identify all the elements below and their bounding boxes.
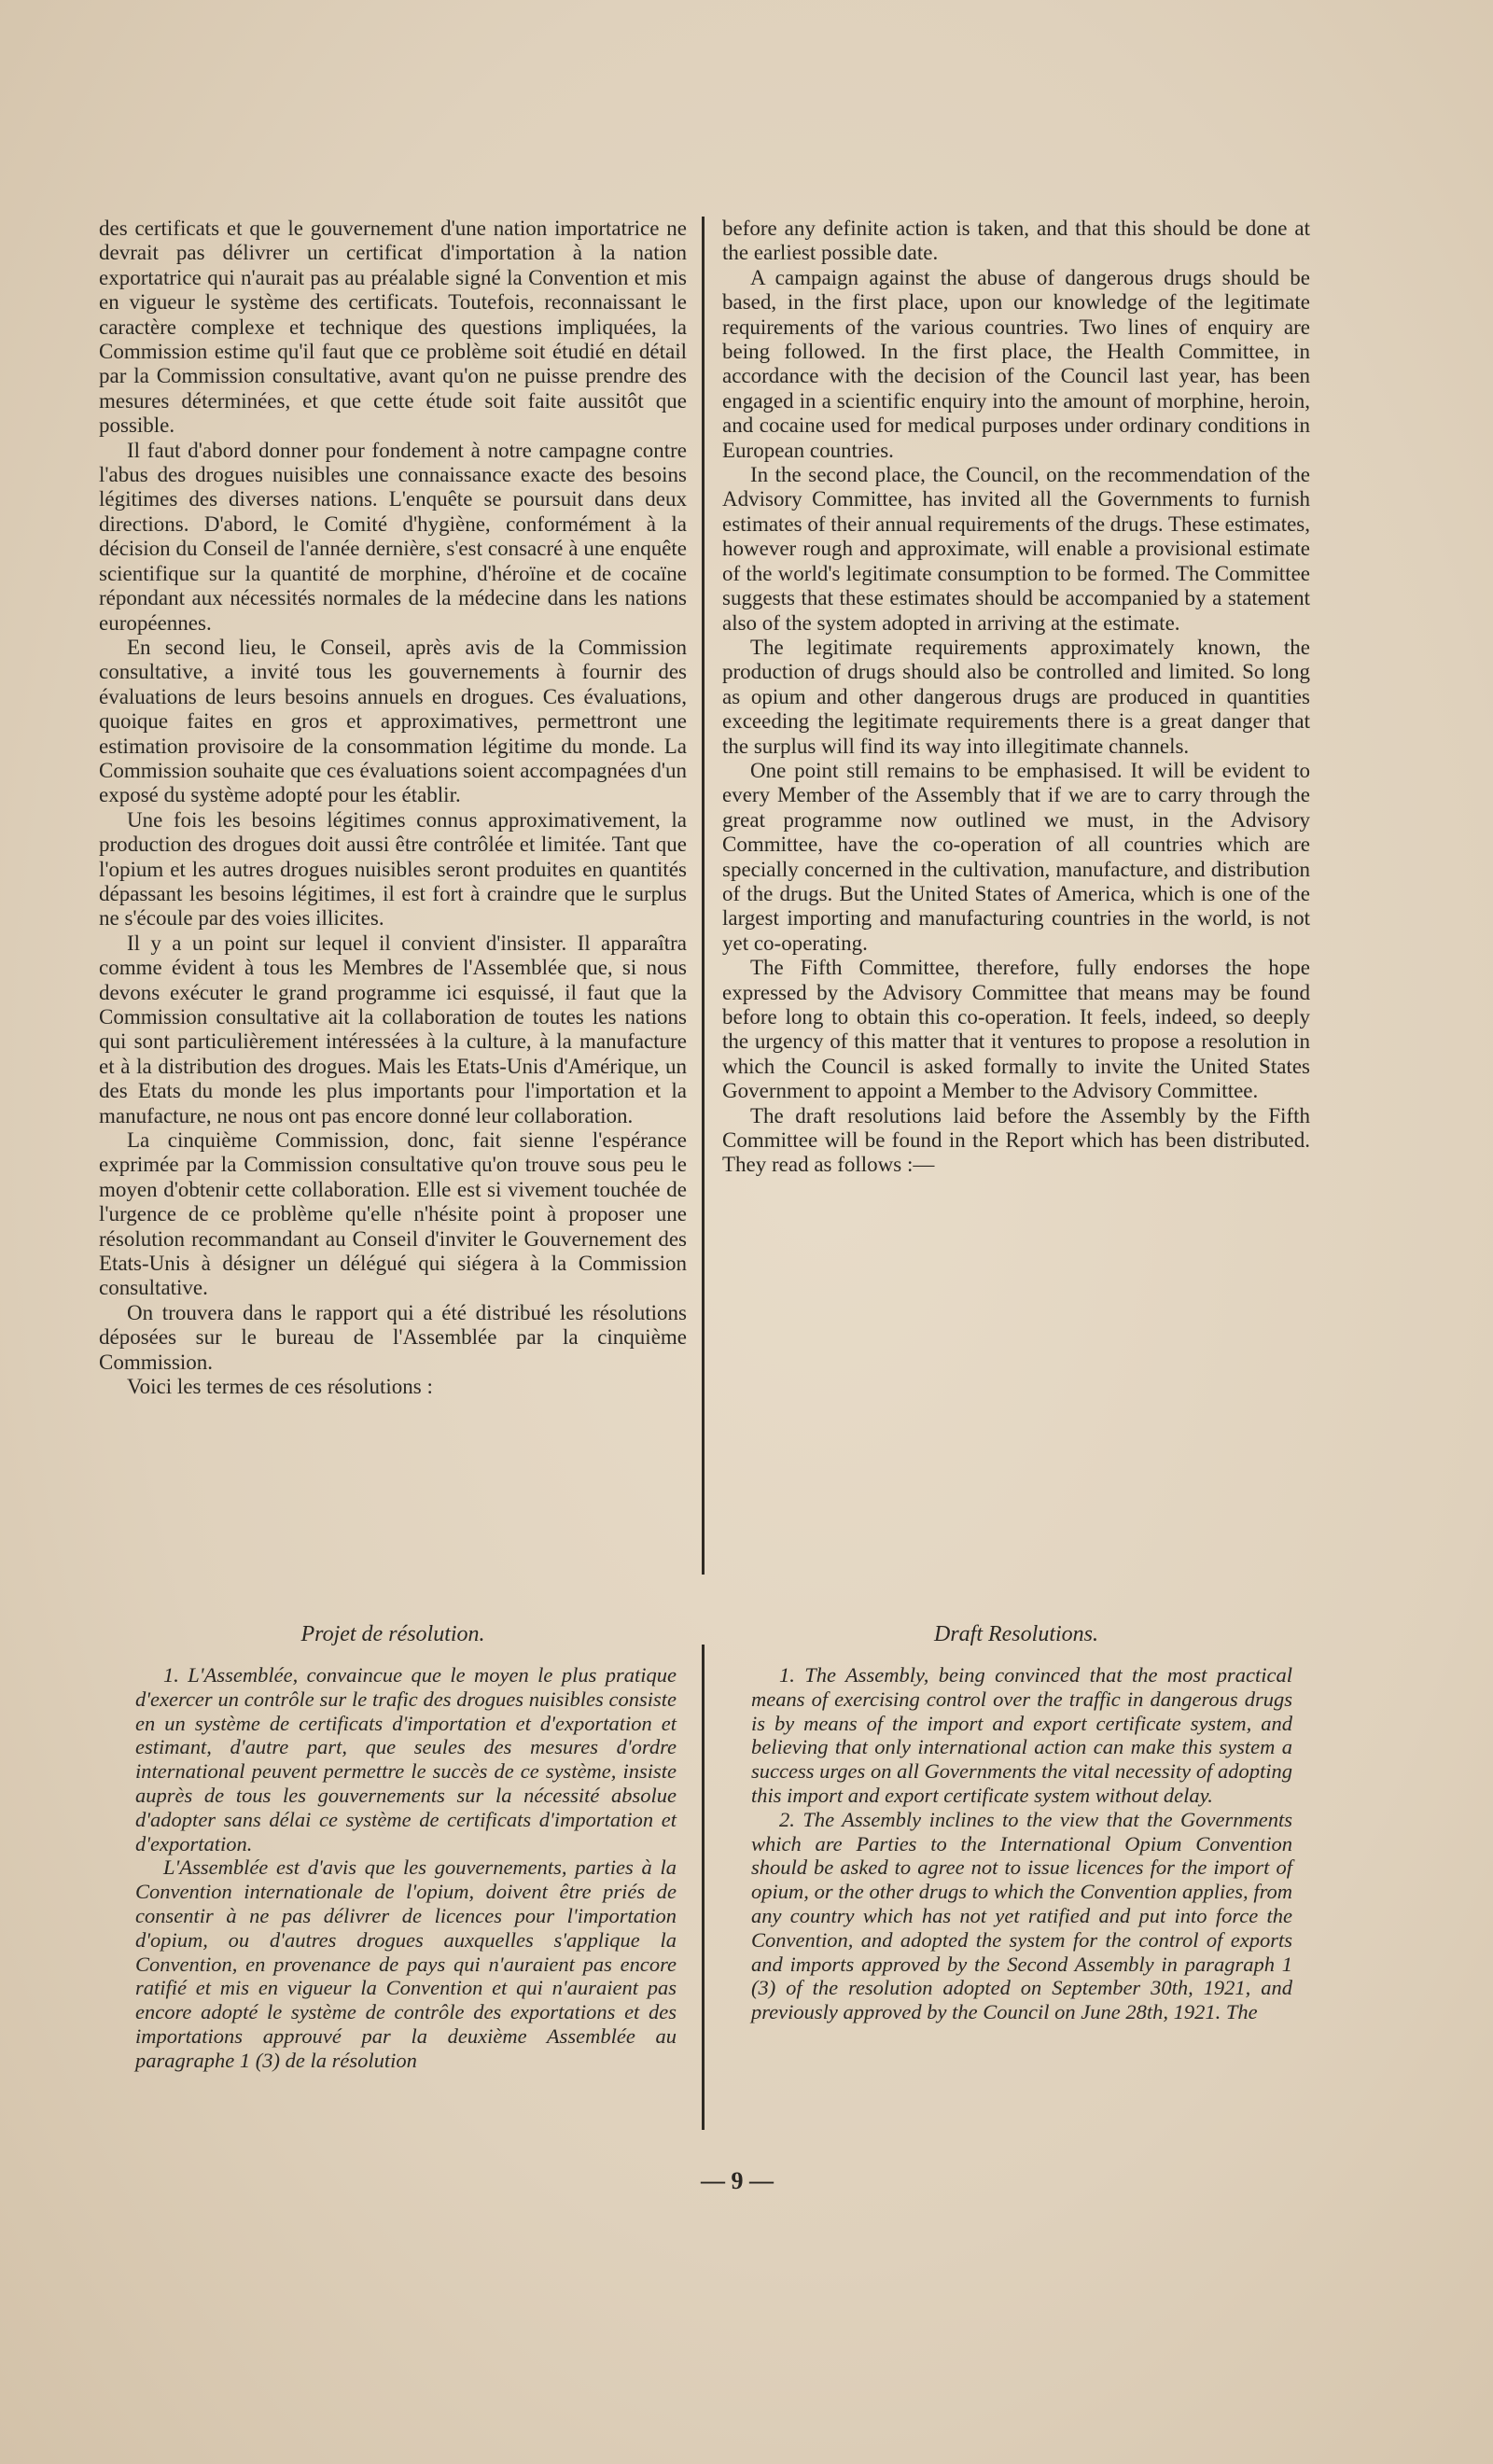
column-divider [702,217,705,1575]
french-resolution-paragraph: 1. L'Assemblée, convaincue que le moyen le plus pratique d'exercer un contrôle sur le trafic des drogues nuisibles consiste en un système de certificats d'importation et d'exportation et estimant, d'autre part, que seules des mesures d'ordre international peuvent permettre le succès de ce système, insiste auprès de tous les gouvernements sur la nécessité absolue d'adopter sans délai ce système de certificats d'importation et d'exportation. [135,1663,677,1855]
french-paragraph: des certificats et que le gouvernement d'une nation importatrice ne devrait pas délivrer un certificat d'importation à la nation exportatrice qui n'aurait pas au préalable signé la Convention et mis en vigueur le système des certificats. Toutefois, reconnaissant le caractère complexe et technique des questions impliquées, la Commission estime qu'il faut que ce problème soit étudié en détail par la Commission consultative, avant qu'on ne puisse prendre des mesures déterminées, et que cette étude soit faite aussitôt que possible. [99,217,687,438]
english-paragraph: In the second place, the Council, on the recommendation of the Advisory Committee, has invited all the Governments to furnish estimates of their annual requirements of the drugs. These estimates, however rough and approximate, will enable a provisional estimate of the world's legitimate consumption to be formed. The Committee suggests that these estimates should be accompanied by a statement also of the system adopted in arriving at the estimate. [722,463,1310,635]
english-paragraph: The draft resolutions laid before the Assembly by the Fifth Committee will be found in the Report which has been distributed. They read as follows :— [722,1103,1310,1177]
english-paragraph: A campaign against the abuse of dangerous drugs should be based, in the first place, upon our knowledge of the legitimate requirements of the various countries. Two lines of enquiry are being followed. In the first place, the Health Committee, in accordance with the decision of the Council last year, has been engaged in a scientific enquiry into the amount of morphine, heroin, and cocaine used for medical purposes under ordinary conditions in European countries. [722,265,1310,462]
english-resolution-paragraph: 1. The Assembly, being convinced that the most practical means of exercising control over the traffic in dangerous drugs is by means of the import and export certificate system, and believing that only international action can make this system a success urges on all Governments the vital necessity of adopting this import and export certificate system without delay. [751,1663,1292,1807]
french-paragraph: Il faut d'abord donner pour fondement à notre campagne contre l'abus des drogues nuisibles une connaissance exacte des besoins légitimes des diverses nations. L'enquête se poursuit dans deux directions. D'abord, le Comité d'hygiène, conformément à la décision du Conseil de l'année dernière, s'est consacré à une enquête scientifique sur la quantité de morphine, d'héroïne et de cocaïne répondant aux nécessités normales de la médecine dans les nations européennes. [99,438,687,635]
french-paragraph: Une fois les besoins légitimes connus approximativement, la production des drogues doit aussi être contrôlée et limitée. Tant que l'opium et les autres drogues nuisibles seront produites en quantités dépassant les besoins légitimes, il est fort à craindre que le surplus ne s'écoule par des voies illicites. [99,807,687,931]
french-resolutions-heading: Projet de résolution. [300,1622,485,1646]
english-resolutions [751,1663,1292,2024]
french-resolution-paragraph: L'Assemblée est d'avis que les gouvernements, parties à la Convention internationale de l'opium, doivent être priés de consentir à ne pas délivrer de licences pour l'importation d'opium, ou d'autres drogues auxquelles s'applique la Convention, en provenance de pays qui n'auraient pas encore ratifié et mis en vigueur la Convention et qui n'auraient pas encore adopté le système de contrôle des exportations et des importations approuvé par la deuxième Assemblée au paragraphe 1 (3) de la résolution [135,1855,677,2072]
english-paragraph: The Fifth Committee, therefore, fully endorses the hope expressed by the Advisory Committee that means may be found before long to obtain this co-operation. It feels, indeed, so deeply the urgency of this matter that it ventures to propose a resolution in which the Council is asked formally to invite the United States Government to appoint a Member to the Advisory Committee. [722,956,1310,1103]
french-resolutions [135,1663,677,2073]
french-paragraph: En second lieu, le Conseil, après avis de la Commission consultative, a invité tous les gouvernements à fournir des évaluations de leurs besoins annuels en drogues. Ces évaluations, quoique faites en gros et approximatives, permettront une estimation provisoire de la consommation légitime du monde. La Commission souhaite que ces évaluations soient accompagnées d'un exposé du système adopté pour les établir. [99,635,687,807]
page-number: — 9 — [701,2167,774,2194]
french-paragraph: Il y a un point sur lequel il convient d'insister. Il apparaîtra comme évident à tous les Membres de l'Assemblée que, si nous devons exécuter le grand programme ici esquissé, il faut que la Commission consultative ait la collaboration de toutes les nations qui sont particulièrement intéressées à la culture, à la manufacture et à la distribution des drogues. Mais les Etats-Unis d'Amérique, un des Etats du monde les plus importants pour l'importation et la manufacture, ne nous ont pas encore donné leur collaboration. [99,931,687,1127]
english-paragraph: The legitimate requirements approximately known, the production of drugs should also be controlled and limited. So long as opium and other dangerous drugs are produced in quantities exceeding the legitimate requirements there is a great danger that the surplus will find its way into illegitimate channels. [722,635,1310,758]
english-resolution-paragraph: 2. The Assembly inclines to the view that the Governments which are Parties to the International Opium Convention should be asked to agree not to issue licences for the import of opium, or the other drugs to which the Convention applies, from any country which has not yet ratified and put into force the Convention, and adopted the system for the control of exports and imports approved by the Second Assembly in paragraph 1 (3) of the resolution adopted on September 30th, 1921, and previously approved by the Council on June 28th, 1921. The [751,1807,1292,2024]
french-paragraph: On trouvera dans le rapport qui a été distribué les résolutions déposées sur le bureau de l'Assemblée par la cinquième Commission. [99,1300,687,1374]
resolutions-divider [702,1645,705,2130]
english-paragraph: One point still remains to be emphasised. It will be evident to every Member of the Assembly that if we are to carry through the great programme now outlined we must, in the Advisory Committee, have the co-operation of all countries which are specially concerned in the cultivation, manufacture, and distribution of the drugs. But the United States of America, which is one of the largest importing and manufacturing countries in the world, is not yet co-operating. [722,758,1310,955]
french-paragraph: Voici les termes de ces résolutions : [127,1375,433,1399]
french-column [99,217,687,1400]
french-paragraph: La cinquième Commission, donc, fait sienne l'espérance exprimée par la Commission consultative qu'on trouve sous peu le moyen d'obtenir cette collaboration. Elle est si vivement touchée de l'urgence de ce problème qu'elle n'hésite point à proposer une résolution recommandant au Conseil d'inviter le Gouvernement des Etats-Unis à désigner un délégué qui siégera à la Commission consultative. [99,1128,687,1300]
english-column [722,217,1310,1178]
english-paragraph: before any definite action is taken, and that this should be done at the earliest possible date. [722,217,1310,265]
english-resolutions-heading: Draft Resolutions. [933,1622,1098,1646]
